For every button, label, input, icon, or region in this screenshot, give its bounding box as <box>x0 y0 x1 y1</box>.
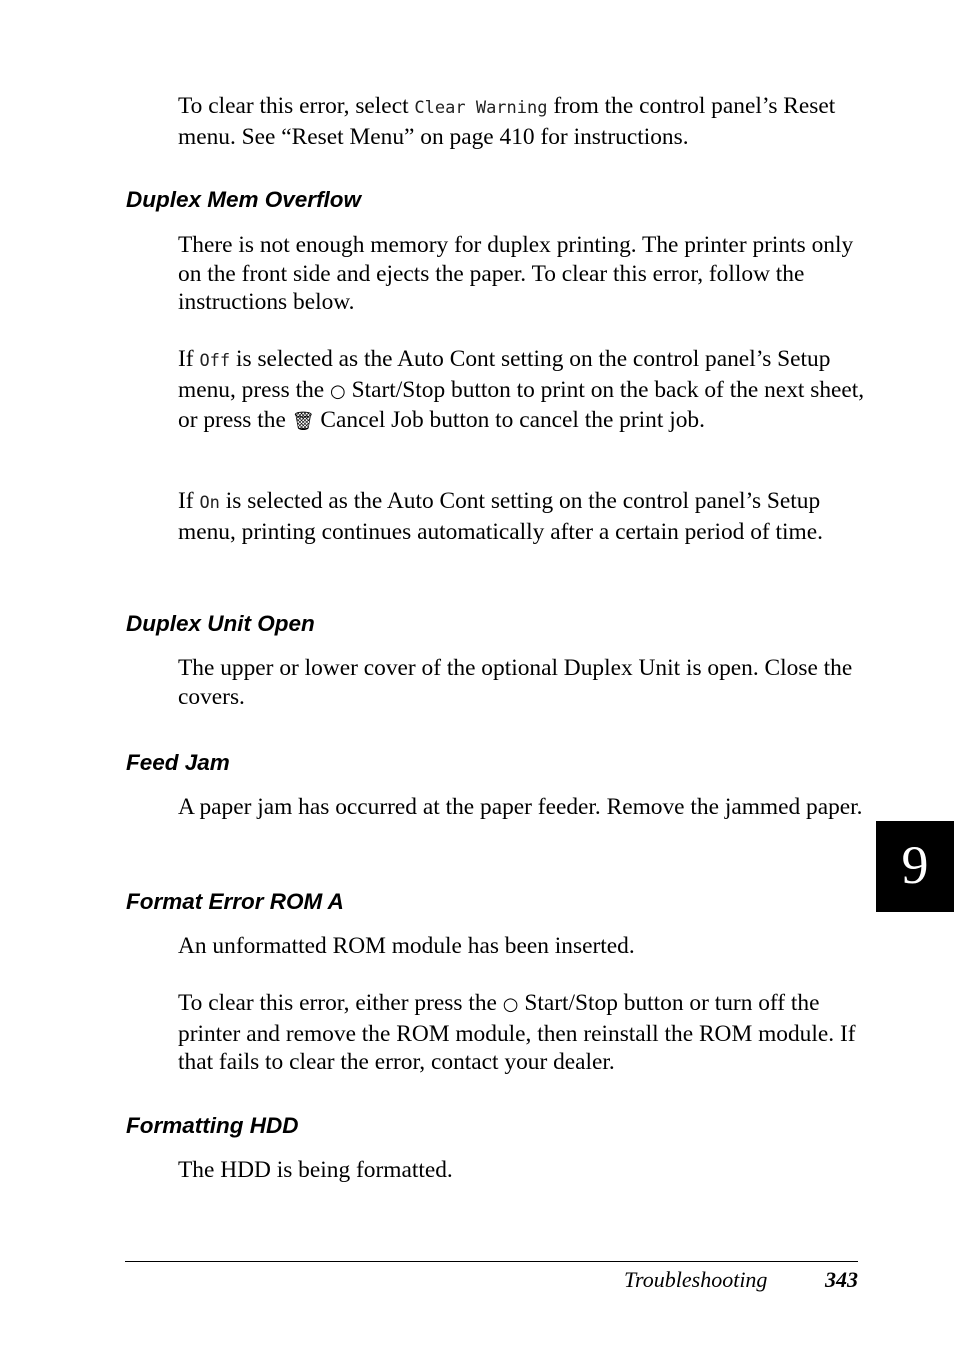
start-stop-icon: ○ <box>330 380 346 402</box>
duplex-mem-overflow-paragraph-3 <box>178 487 868 546</box>
footer-rule <box>125 1261 858 1262</box>
panel-value-off: Off <box>199 351 231 371</box>
text-run: from the control panel’s Reset menu. See “Reset Menu” on page 410 for instructions. <box>178 93 836 150</box>
text-run: If <box>178 346 200 372</box>
format-error-rom-a-paragraph-1: An unformatted ROM module has been inserted. <box>178 933 635 959</box>
text-run: To clear this error, either press the <box>178 990 503 1016</box>
footer-section-title: Troubleshooting <box>624 1267 768 1292</box>
heading-format-error-rom-a: Format Error ROM A <box>126 889 344 914</box>
page-number: 343 <box>825 1267 858 1292</box>
text-run: To clear this error, select <box>178 93 415 119</box>
chapter-tab <box>876 821 954 912</box>
heading-duplex-unit-open: Duplex Unit Open <box>126 611 315 636</box>
chapter-number: 9 <box>901 835 929 895</box>
cancel-job-icon: 🗑 <box>291 411 315 432</box>
text-run: If <box>178 488 200 514</box>
duplex-unit-open-paragraph: The upper or lower cover of the optional Duplex Unit is open. Close the covers. <box>178 655 853 710</box>
text-run: is selected as the Auto Cont setting on the control panel’s Setup menu, printing continues automatically after a certain period of time. <box>178 488 823 545</box>
panel-message-clear-warning: Clear Warning <box>414 98 548 118</box>
heading-feed-jam: Feed Jam <box>126 750 230 775</box>
heading-formatting-hdd: Formatting HDD <box>126 1113 299 1138</box>
panel-value-on: On <box>199 493 220 513</box>
text-run: Cancel Job button to cancel the print job. <box>314 407 705 433</box>
intro-paragraph <box>178 92 868 151</box>
duplex-mem-overflow-paragraph-2 <box>178 345 868 437</box>
feed-jam-paragraph: A paper jam has occurred at the paper feeder. Remove the jammed paper. <box>178 794 863 820</box>
text-run: is selected as the Auto Cont setting on the control panel’s Setup menu, press the <box>178 346 831 403</box>
text-run: Start/Stop button to print on the back of the next sheet, or press the <box>178 376 865 433</box>
text-run: Start/Stop button or turn off the printer and remove the ROM module, then reinstall the ROM module. If that fails to clear the error, contact your dealer. <box>178 990 856 1075</box>
duplex-mem-overflow-paragraph-1: There is not enough memory for duplex printing. The printer prints only on the front side and ejects the paper. To clear this error, follow the instructions below. <box>178 232 854 315</box>
start-stop-icon: ○ <box>502 994 519 1015</box>
format-error-rom-a-paragraph-2 <box>178 989 868 1077</box>
heading-duplex-mem-overflow: Duplex Mem Overflow <box>126 187 362 212</box>
formatting-hdd-paragraph: The HDD is being formatted. <box>178 1157 453 1183</box>
